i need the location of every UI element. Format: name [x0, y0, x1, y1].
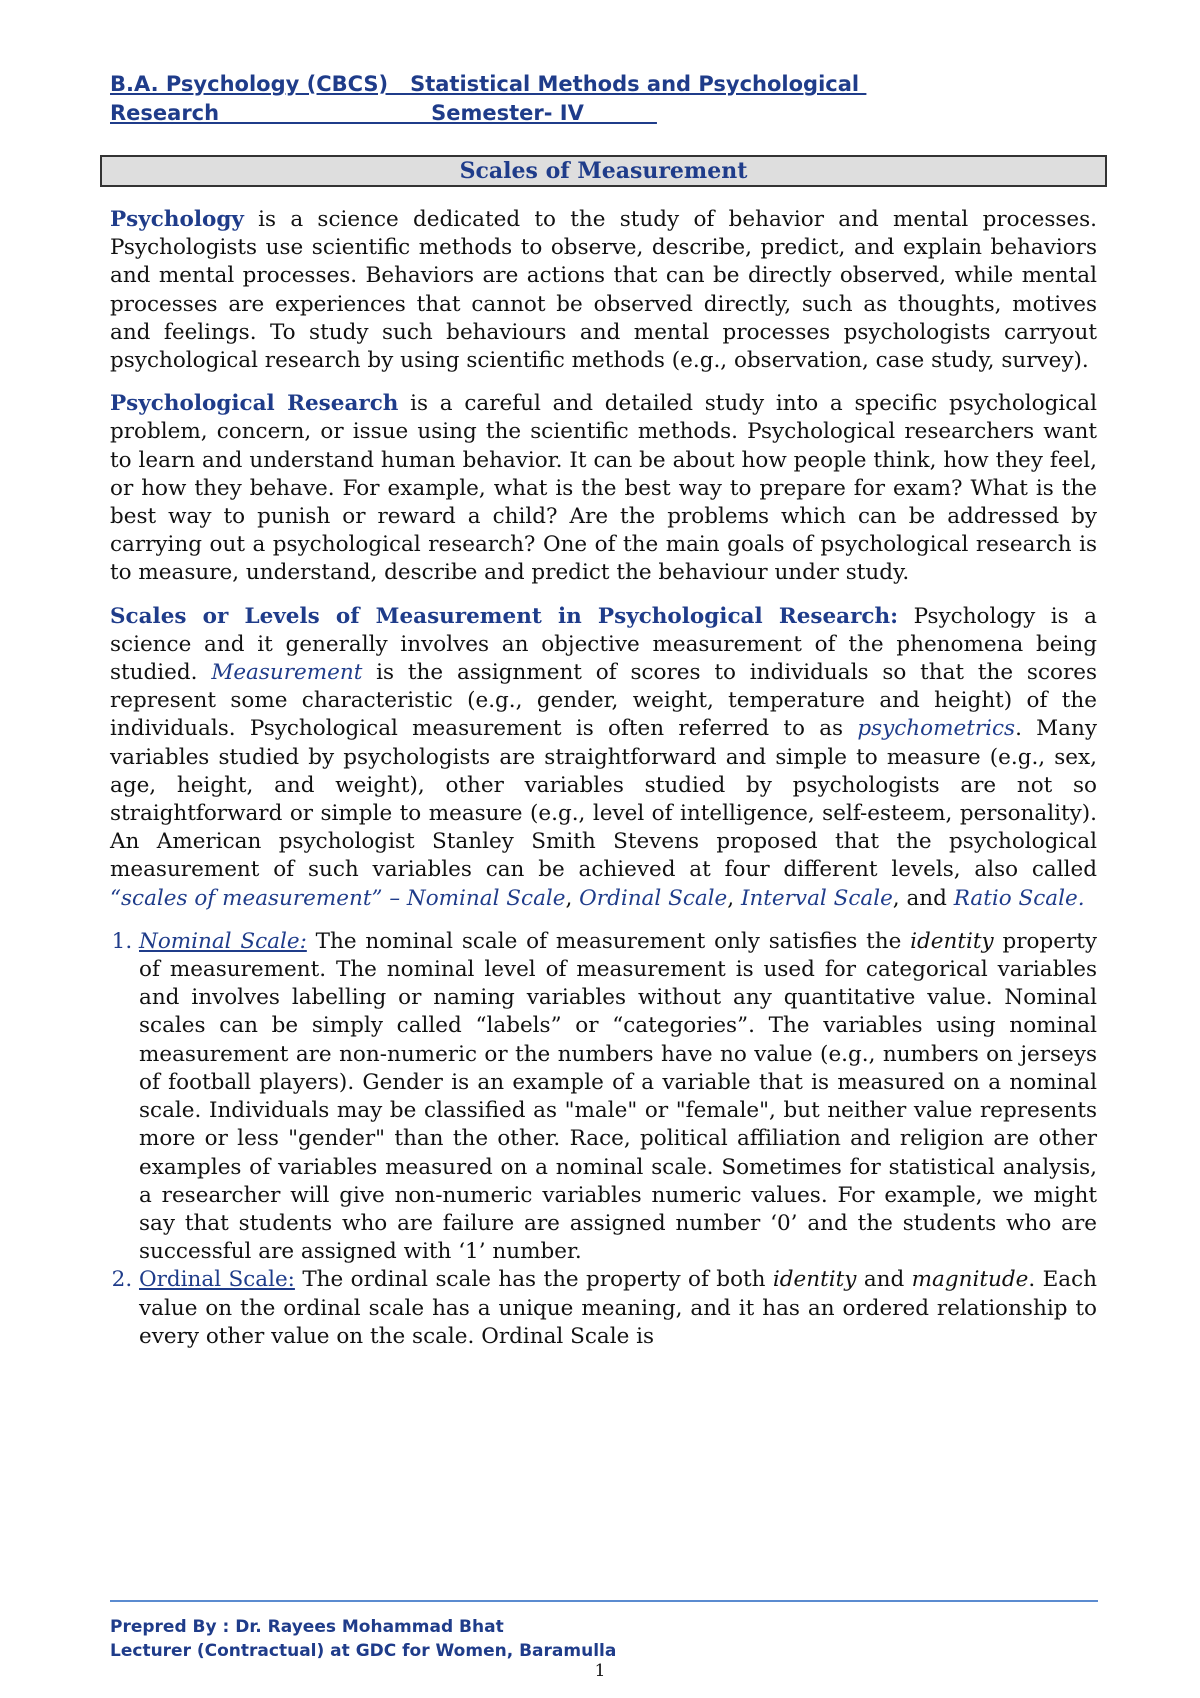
term-identity: identity: [772, 1267, 857, 1293]
footer-affiliation: Lecturer (Contractual) at GDC for Women, Baramulla: [110, 1641, 617, 1661]
term-psychometrics: psychometrics: [857, 716, 1016, 742]
term-ordinal-scale: Ordinal Scale: [579, 885, 728, 911]
ordinal-scale-title: Ordinal Scale:: [139, 1267, 295, 1293]
nominal-scale-title: Nominal Scale:: [139, 928, 307, 954]
paragraph-text: Psychology is a science and it generally involves an objective measurement of the phenomena being studied.: [110, 603, 1097, 686]
separator: ,: [565, 885, 580, 911]
term-ratio-scale: Ratio Scale.: [953, 885, 1085, 911]
separator: ,: [727, 885, 741, 911]
term-interval-scale: Interval Scale: [740, 885, 893, 911]
term-identity: identity: [910, 928, 994, 954]
heading-scales-levels: Scales or Levels of Measurement in Psychological Research:: [110, 603, 899, 629]
footer-author: Prepred By : Dr. Rayees Mohammad Bhat: [110, 1617, 504, 1637]
paragraph-text: . Many variables studied by psychologists are straightforward and simple to measure (e.g., sex, age, height, and weight), other variables studied by psychologists are not so straightforward or simple to measure (e.g., level of intelligence, self-esteem, personality). An American psychologist Stanley Smith Stevens proposed that the psychological measurement of such variables can be achieved at four different levels, also called: [110, 716, 1097, 883]
list-item-text: The nominal scale of measurement only satisfies the: [306, 928, 911, 954]
list-item-text: The ordinal scale has the property of both: [294, 1267, 773, 1293]
term-scales-nominal: “scales of measurement” – Nominal Scale: [110, 885, 566, 911]
term-measurement: Measurement: [211, 660, 363, 686]
scales-list: [110, 928, 1097, 1351]
paragraph-psychology: [110, 206, 1097, 375]
document-body: [110, 206, 1097, 1351]
list-item-nominal: [139, 928, 1097, 1266]
term-magnitude: magnitude: [911, 1267, 1029, 1293]
term-psychology: Psychology: [110, 207, 244, 232]
list-item-text: and: [856, 1267, 912, 1293]
list-item-ordinal: [139, 1266, 1097, 1351]
header-line-2: Research Semester- IV: [110, 101, 657, 125]
term-psychological-research: Psychological Research: [110, 391, 399, 417]
page-number: 1: [594, 1661, 606, 1681]
list-item-text: . Each value on the ordinal scale has a unique meaning, and it has an ordered relationship to every other value on the scale. Ordinal Scale is: [139, 1267, 1097, 1349]
paragraph-text: is the assignment of scores to individuals so that the scores represent some characteristic (e.g., gender, weight, temperature and height) of the individuals. Psychological measurement is often referred to as: [110, 660, 1097, 742]
paragraph-psychological-research: [110, 390, 1097, 587]
section-title-banner: Scales of Measurement: [100, 155, 1107, 187]
separator: , and: [892, 885, 954, 911]
paragraph-scales-of-measurement: [110, 603, 1097, 913]
paragraph-text: is a science dedicated to the study of behavior and mental processes. Psychologists use scientific methods to observe, describe, predict, and explain behaviors and mental processes. Behaviors are actions that can be directly observed, while mental processes are experiences that cannot be observed directly, such as thoughts, motives and feelings. To study such behaviours and mental processes psychologists carryout psychological research by using scientific methods (e.g., observation, case study, survey).: [110, 207, 1097, 374]
list-item-text: property of measurement. The nominal level of measurement is used for categorical variables and involves labelling or naming variables without any quantitative value. Nominal scales can be simply called “labels” or “categories”. The variables using nominal measurement are non-numeric or the numbers have no value (e.g., numbers on jerseys of football players). Gender is an example of a variable that is measured on a nominal scale. Individuals may be classified as "male" or "female", but neither value represents more or less "gender" than the other. Race, political affiliation and religion are other examples of variables measured on a nominal scale. Sometimes for statistical analysis, a researcher will give non-numeric variables numeric values. For example, we might say that students who are failure are assigned number ‘0’ and the students who are successful are assigned with ‘1’ number.: [139, 928, 1098, 1265]
footer-divider: [110, 1600, 1098, 1602]
header-line-1: B.A. Psychology (CBCS) Statistical Methods and Psychological: [110, 72, 867, 96]
paragraph-text: is a careful and detailed study into a specific psychological problem, concern, or issue using the scientific methods. Psychological researchers want to learn and understand human behavior. It can be about how people think, how they feel, or how they behave. For example, what is the best way to prepare for exam? What is the best way to punish or reward a child? Are the problems which can be addressed by carrying out a psychological research? One of the main goals of psychological research is to measure, understand, describe and predict the behaviour under study.: [110, 391, 1097, 586]
